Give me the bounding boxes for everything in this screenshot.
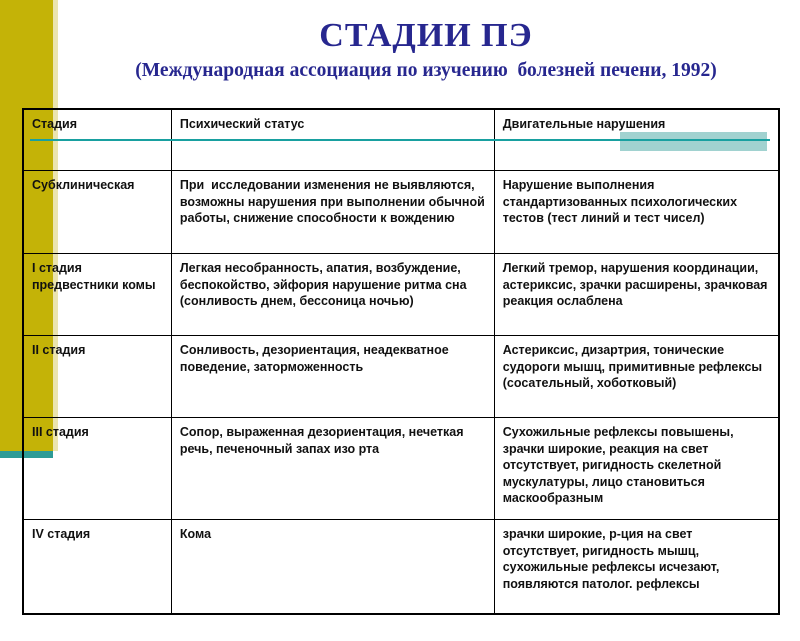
table-row: [23, 336, 779, 418]
column-header-motor: Двигательные нарушения: [494, 109, 779, 171]
cell-stage: I стадия предвестники комы: [23, 254, 171, 336]
cell-stage: II стадия: [23, 336, 171, 418]
table-row: [23, 520, 779, 615]
cell-motor: Легкий тремор, нарушения координации, астериксис, зрачки расширены, зрачковая реакция ослаблена: [494, 254, 779, 336]
cell-mental: При исследовании изменения не выявляются, возможны нарушения при выполнении обычной работы, снижение способности к вождению: [171, 171, 494, 254]
cell-mental: Сонливость, дезориентация, неадекватное поведение, заторможенность: [171, 336, 494, 418]
cell-mental: Кома: [171, 520, 494, 615]
page-title: СТАДИИ ПЭ: [319, 17, 533, 54]
header-underline-decor: [30, 139, 770, 141]
slide-title-block: [60, 16, 792, 82]
cell-stage: Субклиническая: [23, 171, 171, 254]
cell-motor: зрачки широкие, р-ция на свет отсутствует, ригидность мышц, сухожильные рефлексы исчезают, появляются патолог. рефлексы: [494, 520, 779, 615]
table-row: [23, 171, 779, 254]
column-header-stage: Стадия: [23, 109, 171, 171]
column-header-mental: Психический статус: [171, 109, 494, 171]
cell-motor: Сухожильные рефлексы повышены, зрачки широкие, реакция на свет отсутствует, ригидность скелетной мускулатуры, лицо становиться маскообразным: [494, 418, 779, 520]
cell-stage: III стадия: [23, 418, 171, 520]
stages-table-container: [22, 108, 780, 615]
stages-table: [22, 108, 780, 615]
page-subtitle: (Международная ассоциация по изучению болезней печени, 1992): [135, 60, 717, 82]
table-row: [23, 418, 779, 520]
header-highlight-decor: [620, 132, 767, 151]
cell-motor: Нарушение выполнения стандартизованных психологических тестов (тест линий и тест чисел): [494, 171, 779, 254]
cell-mental: Легкая несобранность, апатия, возбуждение, беспокойство, эйфория нарушение ритма сна (сонливость днем, бессоница ночью): [171, 254, 494, 336]
cell-mental: Сопор, выраженная дезориентация, нечеткая речь, печеночный запах изо рта: [171, 418, 494, 520]
cell-stage: IV стадия: [23, 520, 171, 615]
table-row: [23, 254, 779, 336]
cell-motor: Астериксис, дизартрия, тонические судороги мышц, примитивные рефлексы (сосательный, хоботковый): [494, 336, 779, 418]
